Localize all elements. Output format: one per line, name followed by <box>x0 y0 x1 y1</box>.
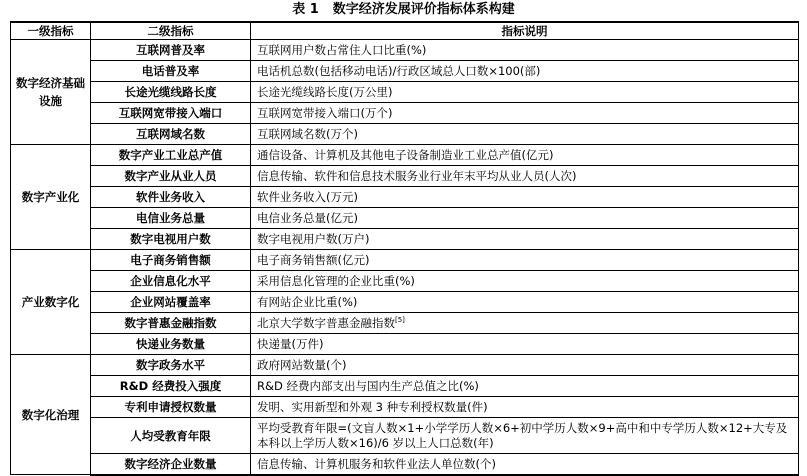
header-level2: 二级指标 <box>91 22 251 40</box>
level1-cell: 数字产业化 <box>11 145 91 250</box>
table-row <box>11 250 799 271</box>
description-cell: 政府网站数量(个) <box>251 355 799 376</box>
level2-cell: 互联网普及率 <box>91 40 251 61</box>
level1-cell: 数字化治理 <box>11 355 91 475</box>
description-cell: R&D 经费内部支出与国内生产总值之比(%) <box>251 376 799 397</box>
table-row <box>11 397 799 418</box>
table-row <box>11 334 799 355</box>
header-level1: 一级指标 <box>11 22 91 40</box>
description-cell: 平均受教育年限=(文盲人数×1+小学学历人数×6+初中学历人数×9+高中和中专学历人数×12+大专及本科以上学历人数×16)/6 岁以上人口总数(年) <box>251 418 799 454</box>
table-row <box>11 208 799 229</box>
table-row <box>11 454 799 475</box>
level2-cell: 数字产业工业总产值 <box>91 145 251 166</box>
table-row <box>11 103 799 124</box>
level2-cell: R&D 经费投入强度 <box>91 376 251 397</box>
table-number: 表 1 <box>292 2 319 17</box>
description-cell: 快递量(万件) <box>251 334 799 355</box>
table-row <box>11 124 799 145</box>
level1-cell: 数字经济基础设施 <box>11 40 91 145</box>
table-row <box>11 418 799 454</box>
header-description: 指标说明 <box>251 22 799 40</box>
level2-cell: 人均受教育年限 <box>91 418 251 454</box>
description-cell: 数字电视用户数(万户) <box>251 229 799 250</box>
table-row <box>11 376 799 397</box>
description-cell: 采用信息化管理的企业比重(%) <box>251 271 799 292</box>
table-row <box>11 145 799 166</box>
table-row <box>11 271 799 292</box>
description-cell: 有网站企业比重(%) <box>251 292 799 313</box>
table-row <box>11 40 799 61</box>
table-row <box>11 313 799 334</box>
level2-cell: 长途光缆线路长度 <box>91 82 251 103</box>
description-cell: 电信业务总量(亿元) <box>251 208 799 229</box>
description-cell: 信息传输、计算机服务和软件业法人单位数(个) <box>251 454 799 475</box>
level2-cell: 数字电视用户数 <box>91 229 251 250</box>
level2-cell: 数字产业从业人员 <box>91 166 251 187</box>
description-cell: 通信设备、计算机及其他电子设备制造业工业总产值(亿元) <box>251 145 799 166</box>
description-cell: 发明、实用新型和外观 3 种专利授权数量(件) <box>251 397 799 418</box>
level2-cell: 专利申请授权数量 <box>91 397 251 418</box>
description-cell: 信息传输、软件和信息技术服务业行业年末平均从业人员(人次) <box>251 166 799 187</box>
description-cell: 互联网用户数占常住人口比重(%) <box>251 40 799 61</box>
level2-cell: 软件业务收入 <box>91 187 251 208</box>
description-text: 北京大学数字普惠金融指数 <box>257 316 395 330</box>
level2-cell: 企业网站覆盖率 <box>91 292 251 313</box>
reference-citation: [5] <box>395 316 405 325</box>
level2-cell: 互联网宽带接入端口 <box>91 103 251 124</box>
description-cell: 电子商务销售额(亿元) <box>251 250 799 271</box>
level2-cell: 电子商务销售额 <box>91 250 251 271</box>
level1-cell: 产业数字化 <box>11 250 91 355</box>
level2-cell: 企业信息化水平 <box>91 271 251 292</box>
table-caption <box>0 2 807 18</box>
table-title: 数字经济发展评价指标体系构建 <box>332 2 515 17</box>
table-row <box>11 82 799 103</box>
table-row <box>11 229 799 250</box>
level2-cell: 数字普惠金融指数 <box>91 313 251 334</box>
description-cell: 互联网域名数(万个) <box>251 124 799 145</box>
description-cell: 长途光缆线路长度(万公里) <box>251 82 799 103</box>
table-row <box>11 292 799 313</box>
table-row <box>11 187 799 208</box>
level2-cell: 电话普及率 <box>91 61 251 82</box>
header-row <box>11 22 799 40</box>
level2-cell: 互联网域名数 <box>91 124 251 145</box>
table-row <box>11 166 799 187</box>
table-row <box>11 61 799 82</box>
description-cell: 软件业务收入(万元) <box>251 187 799 208</box>
level2-cell: 快递业务数量 <box>91 334 251 355</box>
description-cell: 电话机总数(包括移动电话)/行政区域总人口数×100(部) <box>251 61 799 82</box>
level2-cell: 数字政务水平 <box>91 355 251 376</box>
level2-cell: 电信业务总量 <box>91 208 251 229</box>
description-cell <box>251 313 799 334</box>
table-row <box>11 355 799 376</box>
level2-cell: 数字经济企业数量 <box>91 454 251 475</box>
indicator-table <box>10 21 799 476</box>
description-cell: 互联网宽带接入端口(万个) <box>251 103 799 124</box>
